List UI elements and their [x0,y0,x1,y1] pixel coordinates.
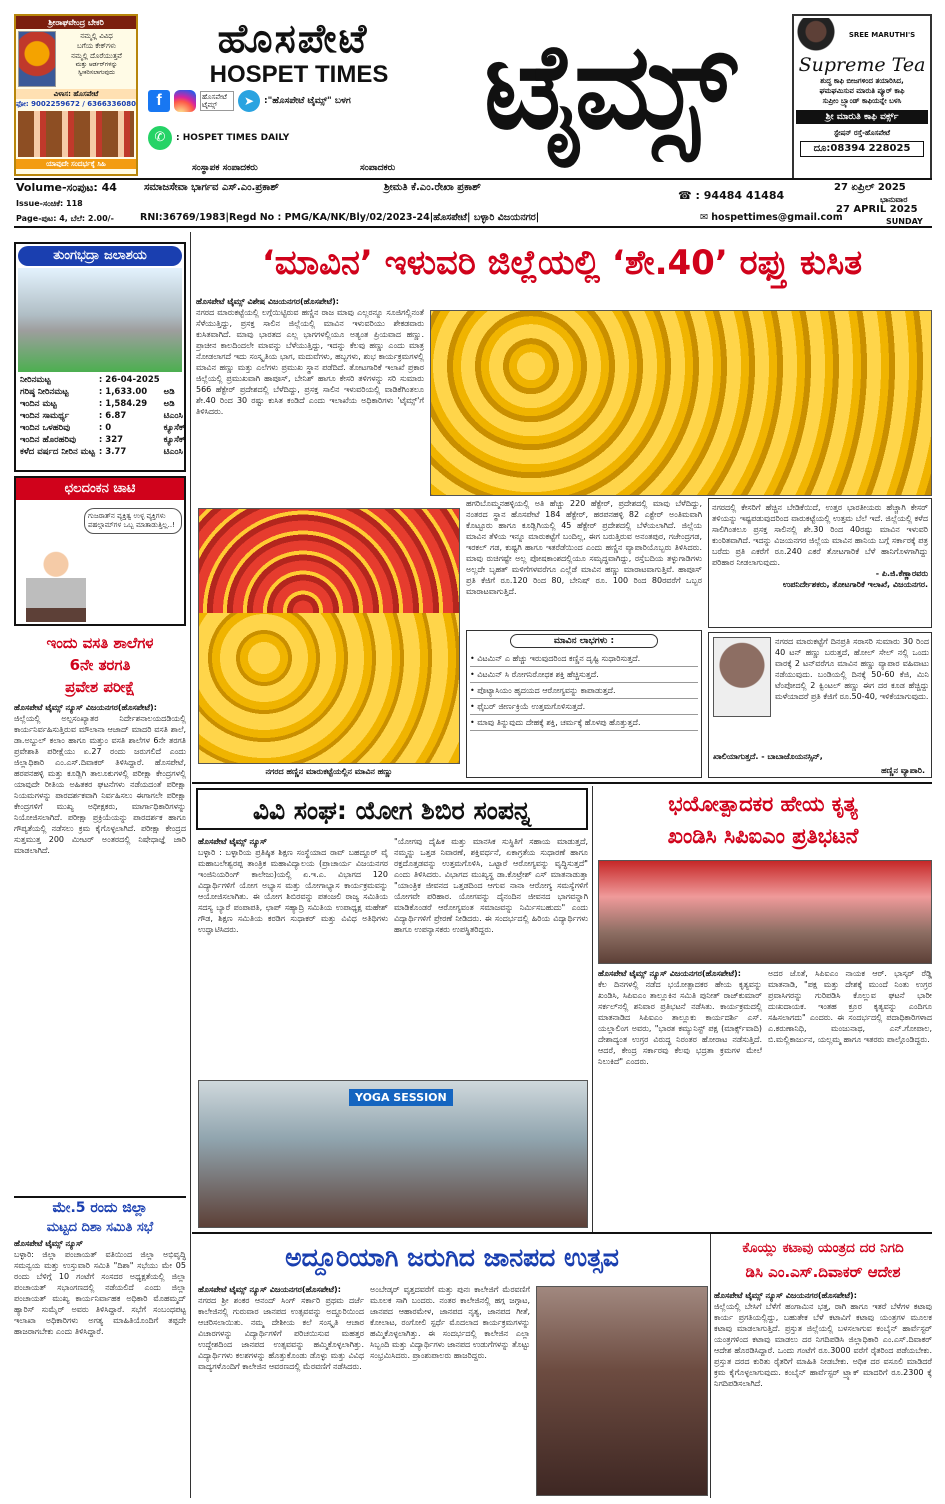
masthead-kannada-big: ಟೈಮ್ಸ್ [483,16,733,155]
bakery-ad-address: ವಿಳಾಸ: ಹೊಸಪೇಟೆ [16,89,136,99]
tea-ad-line3: ಸುಪ್ರೀಂ ಬ್ರ್ಯಾಂಡ್ ಕಾಫಿಯನ್ನೇ ಬಳಸಿ [822,97,902,105]
harvester-col [714,1290,932,1498]
bakery-ad-title: ಶ್ರೀರಾಘವೇಂದ್ರ ಬೇಕರಿ [16,16,136,29]
yoga-col2 [394,836,588,1066]
social-fb-label: ಹೊಸಪೇಟೆ ಟೈಮ್ಸ್ [200,91,234,111]
masthead-kannada-small: ಹೊಸಪೇಟೆ [217,15,369,62]
dam-label: ಕಳೆದ ವರ್ಷದ ನೀರಿನ ಮಟ್ಟ [20,447,95,457]
tea-phone: ದೂ:08394 228025 [800,141,924,157]
exam-title-2: 6ನೇ ತರಗತಿ [69,656,131,674]
vendor-name: ಖಾಲಿಯಾಗುತ್ತದೆ. - ಬಾಬಾಜೊಯನಸ್ಸಿನ್, [713,752,823,761]
social-tg-label: :"ಹೊಸಪೇಟೆ ಟೈಮ್ಸ್" ಬಳಗ [264,96,351,106]
vendor-photo [713,637,771,717]
yoga-col1 [198,836,388,1066]
pages: Page-ಪುಟ: 4, ಬೆಲೆ: 2.00/- [16,214,114,223]
vendor-box [708,632,932,778]
dam-value: : 1,633.00 [98,387,148,397]
harvester-headline-2: ಡಿಸಿ ಎಂ.ಎಸ್.ದಿವಾಕರ್ ಆದೇಶ [745,1263,901,1281]
cpim-col2-text: ಅದರ ಜೊತೆ, ಸಿಪಿಐಎಂ ನಾಯಕ ಆರ್. ಭಾಸ್ಕರ್ ರೆಡ್ಡಿ ಮಾತನಾಡಿ, "ಪಕ್ಷ ಮತ್ತು ದೇಶಕ್ಕೆ ಮುಂದೆ ನಿಂತು ಉಗ್ರರ ಪ್ರವಾಸಿಗರನ್ನು ಗುರಿಪಡಿಸಿ ಕೊಲ್ಲುವ ಘಟನೆ ಭಾರೀ ದುಃಖದಾಯಕ. ಇಂತಹ ಕ್ರೂರ ಕೃತ್ಯವನ್ನು ಎಂದಿಗೂ ಸಹಿಸಲಾಗದು" ಎಂದರು. ಈ ಸಂದರ್ಭದಲ್ಲಿ ಪದಾಧಿಕಾರಿಗಳಾದ ಎ.ಕರುಣಾನಿಧಿ, ಮಂಜುನಾಥ, ಎನ್.ಗೋಪಾಲ, ಬಿ.ಮಲ್ಲಿಕಾರ್ಜುನ, ಯಲ್ಲಮ್ಮ ಹಾಗೂ ಇತರರು ಪಾಲ್ಗೊಂಡಿದ್ದರು. [768,969,932,1044]
disha-title-1: ಮೇ.5 ರಂದು ಜಿಲ್ಲಾ [52,1200,148,1216]
mango-official-box [708,498,932,628]
disha-dateline: ಹೊಸಪೇಟೆ ಟೈಮ್ಸ್ ನ್ಯೂಸ್ [14,1239,83,1248]
day-english: SUNDAY [886,217,923,226]
bakery-ad-phone: ಫೋ: 9002259672 / 6366336080 [16,100,136,108]
cartoon-bubble: ಗುಜರಾತ್‌ನ ವ್ಯಕ್ತಿತ್ವ ಉಳ್ಳ ವ್ಯಕ್ತಿಗಳು ಪಹಲ್ಗಾಮ್‌ಗಳ ಒಬ್ಬ ಮಾತಾಡುತ್ತಿಲ್ಲ..! [84,508,182,534]
dam-value: : 327 [98,435,124,445]
cartoon-figure [26,548,86,622]
yoga-photo [198,1080,588,1228]
mango-col1-text: ನಗರದ ಮಾರುಕಟ್ಟೆಯಲ್ಲಿ ಲಗ್ಗೆಯಿಟ್ಟಿರುವ ಹಣ್ಣಿನ ರಾಜ ಮಾವು ಎಲ್ಲರನ್ನೂ ಸೂಜಿಗಲ್ಲಿನಂತೆ ಸೆಳೆಯುತ್ತಿದ್ದು, ಪ್ರಸಕ್ತ ಸಾಲಿನ ಜಿಲ್ಲೆಯಲ್ಲಿ ಮಾವಿನ ಇಳುವರಿಯು ಶೇಕಡವಾರು ಕುಸಿತವಾಗಿದೆ. ಮಾವು ಭಾರತದ ಎಲ್ಲ ಭಾಗಗಳಲ್ಲಿಯೂ ಅತ್ಯಂತ ಪ್ರಿಯವಾದ ಹಣ್ಣು. ಪ್ರಾಚೀನ ಕಾಲದಿಂದಲೇ ಮಾವನ್ನು ಬೆಳೆಯುತ್ತಿದ್ದು, ಇದನ್ನು ಕೆಲವು ಹಣ್ಣು ಎಂದು ಮಾತ್ರ ನೋಡಲಾಗದೆ ಇದು ಸಂಸ್ಕೃತಿಯ ಭಾಗ, ಮದುವೆಗಳು, ಹಬ್ಬಗಳು, ಶುಭ ಕಾರ್ಯಕ್ರಮಗಳಲ್ಲಿ ಮಾವಿನ ಹಣ್ಣು ಮತ್ತು ಎಲೆಗಳು ಪ್ರಮುಖ ಸ್ಥಾನ ಪಡೆದಿದೆ. ತೋಟಗಾರಿಕೆ ಇಲಾಖೆ ಪ್ರಕಾರ ಜಿಲ್ಲೆಯಲ್ಲಿ ಪ್ರಮುಖವಾಗಿ ಹಾಪೂಸ್, ಬೇನಿಶ್ ಹಾಗೂ ಕೇಸರಿ ತಳಿಗಳನ್ನು ಸರಿ ಸುಮಾರು 566 ಹೆಕ್ಟೇರ್ ಪ್ರದೇಶದಲ್ಲಿ ಬೆಳೆದಿದ್ದು, ಪ್ರಸಕ್ತ ಸಾಲಿನ ಇಳುವರಿಯಲ್ಲಿ ವಾಡಿಕೆಗಿಂತಲೂ ಶೇ.40 ರಿಂದ 30 ರಷ್ಟು ಕುಸಿತ ಕಂಡಿದೆ ಎಂದು ಇಲಾಖೆಯ ಅಧಿಕಾರಿಗಳು 'ಟೈಮ್ಸ್'ಗೆ ತಿಳಿಸಿದರು. [196,308,424,416]
date-kannada: 27 ಏಪ್ರಿಲ್ 2025 [834,182,906,193]
folk-col1 [198,1284,364,1498]
bakery-ad-line4: ಮತ್ತು ಆರ್ಡರ್‌ಗಳನ್ನು ಸ್ವೀಕರಿಸಲಾಗುವುದು [75,61,118,76]
folk-dateline: ಹೊಸಪೇಟೆ ಟೈಮ್ಸ್ ನ್ಯೂಸ್ ವಿಜಯನಗರ(ಹೊಸಪೇಟೆ): [198,1285,341,1294]
dam-table [18,374,188,458]
benefit-item: • ಪೊಟ್ಯಾಸಿಯಂ ಹೃದಯದ ಆರೋಗ್ಯವನ್ನು ಕಾಪಾಡುತ್ತದೆ. [470,683,698,699]
harvester-text: ಜಿಲ್ಲೆಯಲ್ಲಿ ಬೇಸಿಗೆ ಬೆಳೆಗೆ ಹಂಗಾಮಿನ ಭತ್ತ, ರಾಗಿ ಹಾಗೂ ಇತರೆ ಬೆಳೆಗಳ ಕಟಾವು ಕಾರ್ಯ ಪ್ರಗತಿಯಲ್ಲಿದ್ದು, ಬಹುತೇಕ ಬೆಳೆ ಕಟಾವಿಗೆ ಕಟಾವು ಯಂತ್ರಗಳ ಮೂಲಕ ಕಟಾವು ಮಾಡಲಾಗುತ್ತಿದೆ. ಪ್ರಸ್ತುತ ಜಿಲ್ಲೆಯಲ್ಲಿ ಬಳಸಲಾಗುವ ಕಂಬೈನ್ ಹಾರ್ವೆಸ್ಟರ್ ಯಂತ್ರಗಳಿಂದ ಕಟಾವು ಮಾಡಲು ದರ ನಿಗದಿಪಡಿಸಿ ಜಿಲ್ಲಾಧಿಕಾರಿ ಎಂ.ಎಸ್.ದಿವಾಕರ್ ಆದೇಶ ಹೊರಡಿಸಿದ್ದಾರೆ. ಒಂದು ಗಂಟೆಗೆ ರೂ.3000 ವರೆಗೆ ರೈತರಿಂದ ಪಡೆಯಬೇಕು. ಪ್ರಸ್ತುತ ದರದ ಕುರಿತು ರೈತರಿಗೆ ಮಾಹಿತಿ ನೀಡಬೇಕು. ಅಧಿಕ ದರ ವಸೂಲಿ ಮಾಡಿದರೆ ಕ್ರಮ ಕೈಗೊಳ್ಳಲಾಗುವುದು. ಕಂಬೈನ್ ಹಾರ್ವೆಸ್ಟರ್ ಟ್ರ್ಯಾಕ್ ಮಾದರಿಗೆ ರೂ.2300 ಕ್ಕೆ ನಿಗದಿಪಡಿಸಲಾಗಿದೆ. [714,1302,932,1388]
yoga-col2-text: "ಯೋಗವು ದೈಹಿಕ ಮತ್ತು ಮಾನಸಿಕ ಸುಸ್ಥಿತಿಗೆ ಸಹಾಯ ಮಾಡುತ್ತದೆ, ನಮ್ಮನ್ನು ಒತ್ತಡ ನಿವಾರಣೆ, ಶಕ್ತಿವರ್ಧನೆ, ಏಕಾಗ್ರತೆಯ ಸುಧಾರಣೆ ಹಾಗೂ ರಕ್ತದೊತ್ತಡವನ್ನು ಉತ್ತಮಗೊಳಿಸಿ, ಒಟ್ಟಾರೆ ಆರೋಗ್ಯವನ್ನು ವೃದ್ಧಿಸುತ್ತದೆ" ಎಂದು ತಿಳಿಸಿದರು. ವಿಭಾಗದ ಮುಖ್ಯಸ್ಥ ಡಾ.ಕೊಟ್ರೇಶ್ ಎಸ್ ಮಾತನಾಡುತ್ತಾ "ಯಾಂತ್ರಿಕ ಜೀವನದ ಒತ್ತಡದಿಂದ ಆಗುವ ನಾನಾ ಆರೋಗ್ಯ ಸಮಸ್ಯೆಗಳಿಗೆ ಯೋಗವೇ ಪರಿಹಾರ. ಯೋಗವನ್ನು ದೈನಂದಿನ ಜೀವನದ ಭಾಗವನ್ನಾಗಿ ಮಾಡಿಕೊಂಡರೆ ಆರೋಗ್ಯವಂತ ಸಮಾಜವನ್ನು ನಿರ್ಮಿಸಬಹುದು" ಎಂದು ವಿದ್ಯಾರ್ಥಿಗಳಿಗೆ ಪ್ರೇರಣೆ ನೀಡಿದರು. ಈ ಸಂದರ್ಭದಲ್ಲಿ ಹಿರಿಯ ವಿದ್ಯಾರ್ಥಿಗಳು ಹಾಗೂ ಉಪನ್ಯಾಸಕರು ಉಪಸ್ಥಿತರಿದ್ದರು. [394,837,588,934]
dam-value: : 3.77 [98,447,127,457]
masthead-english: HOSPET TIMES [209,61,389,88]
mail-icon: ✉ [700,212,708,223]
tea-company: ಶ್ರೀ ಮಾರುತಿ ಕಾಫಿ ವರ್ಕ್ಸ್ [796,110,928,124]
mango-col3-sig2: ಉಪನಿರ್ದೇಶಕರು, ತೋಟಗಾರಿಕೆ ಇಲಾಖೆ, ವಿಜಯನಗರ. [782,580,928,589]
dam-row [18,410,188,422]
disha-story [14,1196,186,1496]
harvester-headline [714,1236,932,1286]
tea-ad-line2: ಘಮಘಮಿಸುವ ಮಾರುತಿ ಪ್ಯೂರ್ ಕಾಫಿ [819,87,905,95]
exam-body: ಜಿಲ್ಲೆಯಲ್ಲಿ ಅಲ್ಪಸಂಖ್ಯಾತರ ನಿರ್ದೇಶನಾಲಯದಡಿಯಲ್ಲಿ ಕಾರ್ಯನಿರ್ವಹಿಸುತ್ತಿರುವ ಮೌಲಾನಾ ಆಜಾದ್ ಮಾದರಿ ವಸತಿ ಶಾಲೆ, ಡಾ.ಅಬ್ದುಲ್ ಕಲಾಂ ಹಾಗೂ ಮತ್ತುಂ ವಸತಿ ಶಾಲೆಗಳ 6ನೇ ತರಗತಿ ಪ್ರವೇಶಾತಿ ಪರೀಕ್ಷೆಯು ಏ.27 ರಂದು ಜರುಗಲಿದೆ ಎಂದು ಜಿಲ್ಲಾಧಿಕಾರಿ ಎಂ.ಎಸ್.ದಿವಾಕರ್ ತಿಳಿಸಿದ್ದಾರೆ. ಹೊಸಪೇಟೆ, ಹರಪನಹಳ್ಳಿ ಮತ್ತು ಕೂಡ್ಲಿಗಿ ತಾಲೂಕುಗಳಲ್ಲಿ ಪರೀಕ್ಷಾ ಕೇಂದ್ರಗಳಲ್ಲಿ ಯಾವುದೇ ರೀತಿಯ ಅಹಿತಕರ ಘಟನೆಗಳು ನಡೆಯದಂತೆ ಪರೀಕ್ಷಾ ನಿಯಮಗಳನ್ನು ಪಾರದರ್ಶಕವಾಗಿ ನಿರ್ವಹಿಸಲು ಈಗಾಗಲೇ ಪರೀಕ್ಷಾ ಕೇಂದ್ರಗಳಿಗೆ ಮುಖ್ಯ ಅಧೀಕ್ಷಕರು, ಮಾರ್ಗಾಧಿಕಾರಿಗಳನ್ನು ನಿಯೋಜಿಸಲಾಗಿದೆ. ಪರೀಕ್ಷಾ ಪ್ರಕ್ರಿಯೆಯನ್ನು ಪಾರದರ್ಶಕ ಹಾಗೂ ಗೌಪ್ಯತೆಯಲ್ಲಿ ನಡೆಸಲು ಕ್ರಮ ಕೈಗೊಳ್ಳಲಾಗಿದೆ. ಪರೀಕ್ಷಾ ಕೇಂದ್ರದ ಸುತ್ತಮುತ್ತ 200 ಮೀಟರ್ ಅಂತರದಲ್ಲಿ ನಿಷೇಧಾಜ್ಞೆ ಜಾರಿ ಮಾಡಲಾಗಿದೆ. [14,714,186,855]
benefits-list [470,651,698,731]
founder-name: ಸಮಾಜಸೇವಾ ಭಾರ್ಗವ ಎಸ್.ಎಂ.ಪ್ರಕಾಶ್ [144,182,279,193]
disha-body: ಬಳ್ಳಾರಿ: ಜಿಲ್ಲಾ ಪಂಚಾಯತ್ ವತಿಯಿಂದ ಜಿಲ್ಲಾ ಅಭಿವೃದ್ಧಿ ಸಮನ್ವಯ ಮತ್ತು ಉಸ್ತುವಾರಿ ಸಮಿತಿ "ದಿಶಾ" ಸಭೆಯು ಮೇ 05 ರಂದು ಬೆಳಿಗ್ಗೆ 10 ಗಂಟೆಗೆ ಸಂಸದರ ಅಧ್ಯಕ್ಷತೆಯಲ್ಲಿ ಜಿಲ್ಲಾ ಪಂಚಾಯತ್ ಸಭಾಂಗಣದಲ್ಲಿ ನಡೆಯಲಿದೆ ಎಂದು ಜಿಲ್ಲಾ ಪಂಚಾಯತ್ ಮುಖ್ಯ ಕಾರ್ಯನಿರ್ವಾಹಕ ಅಧಿಕಾರಿ ಮೊಹಮ್ಮದ್ ಹ್ಯಾರಿಸ್ ಸುಮೈರ್ ಅವರು ತಿಳಿಸಿದ್ದಾರೆ. ಸಭೆಗೆ ಸಂಬಂಧಪಟ್ಟ ಇಲಾಖಾ ಅಧಿಕಾರಿಗಳು ಅಗತ್ಯ ಮಾಹಿತಿಯೊಂದಿಗೆ ತಪ್ಪದೇ ಹಾಜರಾಗಬೇಕು ಎಂದು ತಿಳಿಸಿದ್ದಾರೆ. [14,1250,186,1336]
dam-unit: ಅಡಿ [163,399,175,409]
email[interactable] [700,212,843,224]
exam-dateline: ಹೊಸಪೇಟೆ ಟೈಮ್ಸ್ ನ್ಯೂಸ್ ವಿಜಯನಗರ(ಹೊಸಪೇಟೆ): [14,703,157,712]
bakery-ad [14,14,138,176]
yoga-headline: ವಿವಿ ಸಂಘ: ಯೋಗ ಶಿಬಿರ ಸಂಪನ್ನ [196,788,588,830]
cpim-col2 [768,968,932,1230]
tea-brand: Supreme Tea [798,54,926,76]
divider-harvester [710,1234,711,1498]
tea-address: ಸ್ಟೇಷನ್ ರಸ್ತೆ-ಹೊಸಪೇಟೆ [833,129,891,137]
founder-label: ಸಂಸ್ಥಾಪಕ ಸಂಪಾದಕರು [192,163,258,173]
bakery-ad-line1: ನಮ್ಮಲ್ಲಿ ವಿವಿಧ [80,32,113,40]
dam-unit: ಟಿಎಂಸಿ [163,411,183,421]
folk-col2 [370,1284,530,1498]
bakery-ad-line3: ನಮ್ಮಲ್ಲಿ ದೊರೆಯುತ್ತವೆ [71,52,122,60]
yoga-col1-text: ಬಳ್ಳಾರಿ : ಬಳ್ಳಾರಿಯ ಪ್ರತಿಷ್ಠಿತ ಶಿಕ್ಷಣ ಸಂಸ್ಥೆಯಾದ ರಾವ್ ಬಹದ್ದೂರ್ ವೈ ಮಹಾಬಲೇಶ್ವರಪ್ಪ ತಾಂತ್ರಿಕ ಮಹಾವಿದ್ಯಾಲಯ (ಪ್ರಾಚಾರ್ಯ ವಿಜಯನಗರ ಇಂಜಿನಿಯರಿಂಗ್ ಕಾಲೇಜು)ಯಲ್ಲಿ ಏ.ಇ.ಎ. ವಿಭಾಗದ 120 ವಿದ್ಯಾರ್ಥಿಗಳಿಗೆ ಯೋಗ ಅಭ್ಯಾಸ ಮತ್ತು ಯೋಗಾಭ್ಯಾಸ ಕಾರ್ಯಕ್ರಮವನ್ನು ಆಯೋಜಿಸಲಾಗಿತು. ಈ ಯೋಗ ಶಿಬಿರವನ್ನು ಪತಂಜಲಿ ರಾಜ್ಯ ಸಮಿತಿಯ ಸದಸ್ಯ ಬ್ಯಾರೆ ಪಂಪಾಪತಿ, ಛಾಪ್ ಸಹ್ಯಾದ್ರಿ ಸಮಿತಿಯ ಉಪಾಧ್ಯಕ್ಷ ಮಹೇಶ್ ಗೌಡ, ಶಿಕ್ಷಣ ಸಮಿತಿಯ ಕರಡಿಗ ಸುಧಾಕರ್ ಮತ್ತು ವಿವಿಧ ಅತಿಥಿಗಳು ಉದ್ಘಾಟಿಸಿದರು. [198,848,388,934]
benefit-item: • ವಿಟಮಿನ್ ಸಿ ರೋಗನಿರೋಧಕ ಶಕ್ತಿ ಹೆಚ್ಚಿಸುತ್ತದೆ. [470,667,698,683]
dam-label: ಗರಿಷ್ಠ ನೀರಿನಮಟ್ಟ [20,387,69,397]
social-facebook[interactable] [148,90,351,112]
dam-box [14,242,186,472]
dam-title: ತುಂಗಭದ್ರಾ ಜಲಾಶಯ [18,246,182,266]
cakes-image [18,111,134,157]
dam-label: ಇಂದಿನ ಹೊರಹರಿವು [20,435,76,445]
registration-line: RNI:36769/1983|Regd No : PMG/KA/NK/Bly/02/2023-24|ಹೊಸಪೇಟೆ| ಬಳ್ಳಾರಿ ವಿಜಯನಗರ| [140,212,540,223]
bakery-ad-footer: ಯಾವುದೇ ಸಂದರ್ಭಕ್ಕೆ ಸಿಹಿ [16,159,136,169]
cartoon-title: ಛಲದಂಕನ ಚಾಟಿ [16,478,184,500]
benefit-item: • ಮಾವು ತಿನ್ನುವುದು ದೇಹಕ್ಕೆ ಶಕ್ತಿ, ಚರ್ಮಕ್ಕೆ ಹೊಳಪು ಹೊತ್ತುತ್ತದೆ. [470,715,698,731]
cpim-headline-2: ಖಂಡಿಸಿ ಸಿಪಿಐಎಂ ಪ್ರತಿಭಟನೆ [667,824,859,848]
mango-col2 [466,498,702,628]
divider-mango-bottom [192,782,932,784]
day-kannada: ಭಾನುವಾರ [880,195,908,204]
mango-col2-text: ಹಗರಿಬೊಮ್ಮನಹಳ್ಳಿಯಲ್ಲಿ ಅತಿ ಹೆಚ್ಚು 220 ಹೆಕ್ಟೇರ್, ಪ್ರದೇಶದಲ್ಲಿ ಮಾವು ಬೆಳೆದಿದ್ದು, ನಂತರದ ಸ್ಥಾನ ಹೊಸಪೇಟೆ 184 ಹೆಕ್ಟೇರ್, ಹರಪನಹಳ್ಳಿ 82 ಎಕ್ಟೇರ್ ಅಂತಿಮವಾಗಿ ಕೊಟ್ಟೂರು ಹಾಗೂ ಕೂಡ್ಲಿಗಿಯಲ್ಲಿ 45 ಹೆಕ್ಟೇರ್ ಪ್ರದೇಶದಲ್ಲಿ ಬೆಳೆಯಲಾಗಿದೆ. ಜಿಲ್ಲೆಯ ಮಾವಿನ ತೆಳಿಯ ಇನ್ನೂ ಮಾರುಕಟ್ಟೆಗೆ ಬಂದಿಲ್ಲ, ಈಗ ಬರುತ್ತಿರುವ ಅನಂತಪುರ, ಗಜೇಂದ್ರಗಡ, ಇರಕಲ್ ಗಡ, ಕುಷ್ಟಗಿ ಹಾಗೂ ಇತರೆಡೆಯಿಂದ ಎಂದು ಹಣ್ಣಿನ ವ್ಯಾಪಾರಿಯೊಬ್ಬರು ತಿಳಿಸಿದರು. ಮಾವು ರುಚಿಗಷ್ಟೇ ಅಲ್ಲ ಪೋಷಕಾಂಶದಲ್ಲಿಯೂ ಸಮೃದ್ಧವಾಗಿದ್ದು, ರಸ್ತೆಬದಿಯ ತಳ್ಳುಗಾಡಿಗಳು ಅಲ್ಲದೇ ಬೃಹತ್ ಮಳಿಗೆಗಳವರೆಗೂ ಎಲ್ಲೆಡೆ ಮಾವಿನ ಹಣ್ಣು ಮಾರಾಟವಾಗುತ್ತಿವೆ. ಹಾಪೂಸ್ ಪ್ರತಿ ಕೆಜಿಗೆ ರೂ.120 ರಿಂದ 80, ಬೇನಿಷ್ ರೂ. 100 ರಿಂದ 80ರವರೆಗೆ ಒಬ್ಬರ ಮಾರಾಟವಾಗುತ್ತಿದೆ. [466,499,702,596]
divider-left [190,232,191,1498]
folk-col1-text: ನಗರದ ಶ್ರೀ ಶಂಕರ ಆನಂದ್ ಸಿಂಗ್ ಸರ್ಕಾರಿ ಪ್ರಥಮ ದರ್ಜೆ ಕಾಲೇಜಿನಲ್ಲಿ ಗುರುವಾರ ಜಾನಪದ ಉತ್ಸವವನ್ನು ಅದ್ದೂರಿಯಿಂದ ಆಚರಿಸಲಾಯಿತು. ನಮ್ಮ ದೇಶೀಯ ಕಲೆ ಸಂಸ್ಕೃತಿ ಆಚಾರ ವಿಚಾರಗಳನ್ನು ವಿದ್ಯಾರ್ಥಿಗಳಿಗೆ ಪರಿಚಯಿಸುವ ಮಹತ್ತರ ಉದ್ದೇಶದಿಂದ ಜಾನಪದ ಉತ್ಸವವನ್ನು ಹಮ್ಮಿಕೊಳ್ಳಲಾಗಿತ್ತು. ವಿದ್ಯಾರ್ಥಿಗಳು ಕಲಶಗಳನ್ನು ಹೊತ್ತುಕೊಂಡು ಡೊಳ್ಳು ಮತ್ತು ವಿವಿಧ ವಾದ್ಯಗಳೊಂದಿಗೆ ಕಾಲೇಜಿನ ಆವರಣದಲ್ಲಿ ಮೆರವಣಿಗೆ ನಡೆಸಿದರು. [198,1296,364,1371]
mango-photo-cart [430,310,932,496]
dam-unit [162,374,188,386]
facebook-icon: f [148,90,170,112]
disha-title-2: ಮಟ್ಟದ ದಿಶಾ ಸಮಿತಿ ಸಭೆ [46,1220,154,1235]
dam-label: ನೀರಿನಮಟ್ಟ [20,375,51,385]
cpim-dateline: ಹೊಸಪೇಟೆ ಟೈಮ್ಸ್ ನ್ಯೂಸ್ ವಿಜಯನಗರ(ಹೊಸಪೇಟೆ): [598,969,741,978]
benefit-item: • ಫೈಬರ್ ಜೀರ್ಣಕ್ರಿಯೆ ಉತ್ತಮಗೊಳಿಸುತ್ತದೆ. [470,699,698,715]
editor-label: ಸಂಪಾದಕರು [360,163,396,173]
dam-row [18,422,188,434]
social-wa-label: : HOSPET TIMES DAILY [176,133,290,143]
dam-row [18,434,188,446]
dam-unit: ಕ್ಯೂಸೆಕ್ [163,435,186,445]
editor-name: ಶ್ರೀಮತಿ ಕೆ.ಎಂ.ರೇಖಾ ಪ್ರಕಾಶ್ [384,182,481,193]
phone: ☎ : 94484 41484 [678,189,785,202]
tea-brand-top: SREE MARUTHI'S [848,30,916,39]
mango-photo-caption: ನಗರದ ಹಣ್ಣಿನ ಮಾರುಕಟ್ಟೆಯಲ್ಲಿನ ಮಾವಿನ ಹಣ್ಣು [265,767,393,776]
mango-col1 [196,296,424,502]
exam-story [14,632,186,1192]
dam-unit: ಕ್ಯೂಸೆಕ್ [163,423,186,433]
vendor-role: ಹಣ್ಣಿನ ವ್ಯಾಪಾರಿ. [881,766,925,775]
exam-title-3: ಪ್ರವೇಶ ಪರೀಕ್ಷೆ [65,678,135,696]
dam-photo [18,268,182,372]
issue: Issue-ಸಂಚಿಕೆ: 118 [16,199,83,208]
dam-label: ಇಂದಿನ ಒಳಹರಿವು [20,423,71,433]
cpim-headline [594,788,932,856]
bakery-ad-line2: ಬಗೆಯ ಕೇಕ್‌ಗಳು [77,42,116,50]
cpim-photo [598,860,932,964]
mango-col3-text: ನಗರದಲ್ಲಿ ಕೇಸರಿಗೆ ಹೆಚ್ಚಿನ ಬೇಡಿಕೆಯಿದೆ, ಉತ್ತರ ಭಾರತೀಯರು ಹೆಚ್ಚಾಗಿ ಕೇಸರ್ ತಳಿಯನ್ನು ಇಷ್ಟಪಡುವುದರಿಂದ ವಾರುಕಟ್ಟೆಯಲ್ಲಿ ಉತ್ತಮ ಬೆಲೆ ಇದೆ. ಜಿಲ್ಲೆಯಲ್ಲಿ ಕಳೆದ ಸಾಲಿಗಿಂತಲೂ ಪ್ರಸಕ್ತ ಸಾಲಿನಲ್ಲಿ ಶೇ.30 ರಿಂದ 40ರಷ್ಟು ಮಾವಿನ ಇಳುವರಿ ಕುಂಠಿತವಾಗಿದೆ. ಇದನ್ನು ವಿಜಯನಗರ ಜಿಲ್ಲೆಯ ಮಾವಿನ ಹಾನಿಯ ಬಗ್ಗೆ ಸರ್ಕಾರಕ್ಕೆ ಪತ್ರ ಬರೆದು ಪ್ರತಿ ಎಕರೆಗೆ ರೂ.240 ಎಕರೆ ತೋಟಗಾರಿಕೆ ಬೆಳೆ ಹಾನಿಗೊಳಗಾಗಿದ್ದು ಪರಿಹಾರ ನೀಡಲಾಗುವುದು. [712,503,928,567]
dam-value: : 1,584.29 [98,399,148,409]
dam-unit: ಟಿಎಂಸಿ [163,447,183,457]
cpim-col1 [598,968,762,1230]
instagram-icon [174,90,196,112]
cpim-col1-text: ಕೆಲ ದಿನಗಳಲ್ಲಿ ನಡೆದ ಭಯೋತ್ಪಾದಕರ ಹೇಯ ಕೃತ್ಯವನ್ನು ಖಂಡಿಸಿ, ಸಿಪಿಐಎಂ ತಾಲ್ಲೂಕಿನ ಸಮಿತಿ ಪುನೀತ್ ರಾಜ್‌ಕುಮಾರ್ ಸರ್ಕಲ್‌ನಲ್ಲಿ ಶನಿವಾರ ಪ್ರತಿಭಟನೆ ನಡೆಸಿತು. ಕಾರ್ಯಕ್ರಮದಲ್ಲಿ ಮಾತನಾಡಿದ ಸಿಪಿಐಎಂ ತಾಲ್ಲೂಕು ಕಾರ್ಯದರ್ಶಿ ಎಸ್. ಯಲ್ಲಾಲಿಂಗ ಅವರು, "ಭಾರತ ಕಮ್ಯುನಿಸ್ಟ್ ಪಕ್ಷ (ಮಾರ್ಕ್ಸ್‌ವಾದಿ) ದೇಶಾದ್ಯಂತ ಉಗ್ರರ ವಿರುದ್ಧ ನಿರಂತರ ಹೋರಾಟ ನಡೆಸುತ್ತಿದೆ. ಆದರೆ, ಕೇಂದ್ರ ಸರ್ಕಾರವು ಕೆಲವು ಭದ್ರತಾ ಕ್ರಮಗಳ ಮೇಲೆ ನಿಲುಕಿದೆ" ಎಂದರು. [598,980,762,1066]
tea-cup-icon [796,18,836,52]
folk-col2-text: ಅಂಬೇಡ್ಕರ್ ವೃತ್ತದವರೆಗೆ ಮತ್ತು ಪುನಃ ಕಾಲೇಜಿಗೆ ಮೆರವಣಿಗೆ ಮೂಲಕ ಸಾಗಿ ಬಂದರು. ನಂತರ ಕಾಲೇಜಿನಲ್ಲಿ ಹಗ್ಗ ಜಗ್ಗಾಟ, ಜಾನಪದ ಆಹಾರಮೇಳ, ಜಾನಪದ ನೃತ್ಯ, ಜಾನಪದ ಗೀತೆ, ಕೋಲಾಟ, ರಂಗೋಲಿ ಸ್ಪರ್ಧೆ ಮೊದಲಾದ ಕಾರ್ಯಕ್ರಮಗಳನ್ನು ಹಮ್ಮಿಕೊಳ್ಳಲಾಗಿತ್ತು. ಈ ಸಂದರ್ಭದಲ್ಲಿ ಕಾಲೇಜಿನ ಎಲ್ಲಾ ಸಿಬ್ಬಂದಿ ಮತ್ತು ವಿದ್ಯಾರ್ಥಿಗಳು ಜಾನಪದ ಉಡುಗೆಗಳನ್ನು ತೊಟ್ಟು ಸಂಭ್ರಮಿಸಿದರು. ಪ್ರಾಂಶುಪಾಲರು ಹಾಜರಿದ್ದರು. [370,1285,530,1360]
folk-photo [536,1286,708,1496]
whatsapp-icon: ✆ [148,126,172,150]
folk-headline: ಅದ್ದೂರಿಯಾಗಿ ಜರುಗಿದ ಜಾನಪದ ಉತ್ಸವ [285,1243,619,1272]
mango-col3-sig: - ಪಿ.ಜಿ.ಕೆಣ್ಣಾರವರು [875,569,928,578]
mango-benefits [466,630,702,778]
mango-dateline: ಹೊಸಪೇಟೆ ಟೈಮ್ಸ್ ವಿಶೇಷ ವಿಜಯನಗರ(ಹೊಸಪೇಟೆ): [196,297,340,306]
dam-value: : 6.87 [98,411,127,421]
yoga-dateline: ಹೊಸಪೇಟೆ ಟೈಮ್ಸ್ ನ್ಯೂಸ್ [198,837,267,846]
vendor-text: ನಗರದ ಮಾರುಕಟ್ಟೆಗೆ ದಿನಪ್ರತಿ ಸರಾಸರಿ ಸುಮಾರು 30 ರಿಂದ 40 ಟನ್ ಹಣ್ಣು ಬರುತ್ತದೆ, ಹೋಲ್ ಸೇಲ್ ನಲ್ಲಿ ಒಂದು ವಾರಕ್ಕೆ 2 ಟನ್‌ವರೆಗೂ ಮಾವಿನ ಹಣ್ಣು ವ್ಯಾಪಾರ ವಹಿವಾಟು ನಡೆಯುವುದು. ಬಂಡಿಯಲ್ಲಿ ದಿನಕ್ಕೆ 50-60 ಕೆಜಿ, ಮಿನಿ ಟೆಂಪೋದಲ್ಲಿ 2 ಕ್ವಿಂಟಲ್ ಹಣ್ಣು ಈಗ ದರ ಕೂಡ ಹೆಚ್ಚಿದ್ದು ಮಳೆಯಾದರೆ ಪ್ರತಿ ಕೆಜಿಗೆ ರೂ.50-40, ಇಳಿಕೆಯಾಗುವುದು. [775,637,929,701]
dam-label: ಇಂದಿನ ಸಾಮರ್ಥ್ಯ [20,411,70,421]
email-text: hospettimes@gmail.com [711,212,843,223]
cpim-headline-1: ಭಯೋತ್ಪಾದಕರ ಹೇಯ ಕೃತ್ಯ [668,792,858,816]
benefits-title: ಮಾವಿನ ಲಾಭಗಳು : [510,634,658,648]
divider-folk-top [192,1232,932,1234]
meta-strip [14,178,932,228]
mango-photo-stall [198,508,460,764]
dam-value: : 26-04-2025 [98,375,160,385]
divider-yoga [592,786,593,1232]
dam-unit: ಅಡಿ [163,387,175,397]
dam-value: : 0 [98,423,112,433]
exam-title-1: ಇಂದು ವಸತಿ ಶಾಲೆಗಳ [46,634,154,652]
benefit-item: • ವಿಟಮಿನ್ ಎ ಹೆಚ್ಚು ಇರುವುದರಿಂದ ಕಣ್ಣಿನ ದೃಷ್ಟಿ ಸುಧಾರಿಸುತ್ತದೆ. [470,651,698,667]
telegram-icon: ➤ [238,90,260,112]
dam-row [18,446,188,458]
mango-headline: ‘ಮಾವಿನ’ ಇಳುವರಿ ಜಿಲ್ಲೆಯಲ್ಲಿ ‘ಶೇ.40’ ರಫ್ತು ಕುಸಿತ [261,243,863,283]
harvester-headline-1: ಕೊಯ್ಲು ಕಟಾವು ಯಂತ್ರದ ದರ ನಿಗದಿ [742,1240,904,1256]
dam-row [18,386,188,398]
tea-ad-line1: ಶುದ್ಧ ಕಾಫಿ ಬೀಜಗಳಿಂದ ತಯಾರಿಸಿದ, [820,77,904,85]
tea-ad [792,14,932,180]
yoga-banner: YOGA SESSION [349,1089,453,1106]
dam-row [18,398,188,410]
deity-image [18,31,56,87]
cartoon-box [14,476,186,626]
dam-row [18,374,188,386]
harvester-dateline: ಹೊಸಪೇಟೆ ಟೈಮ್ಸ್ ನ್ಯೂಸ್ ವಿಜಯನಗರ(ಹೊಸಪೇಟೆ): [714,1291,857,1300]
volume: Volume-ಸಂಪುಟ: 44 [16,181,117,194]
social-whatsapp[interactable] [148,126,289,150]
dam-label: ಇಂದಿನ ಮಟ್ಟ [20,399,57,409]
date-english: 27 APRIL 2025 [836,204,918,215]
